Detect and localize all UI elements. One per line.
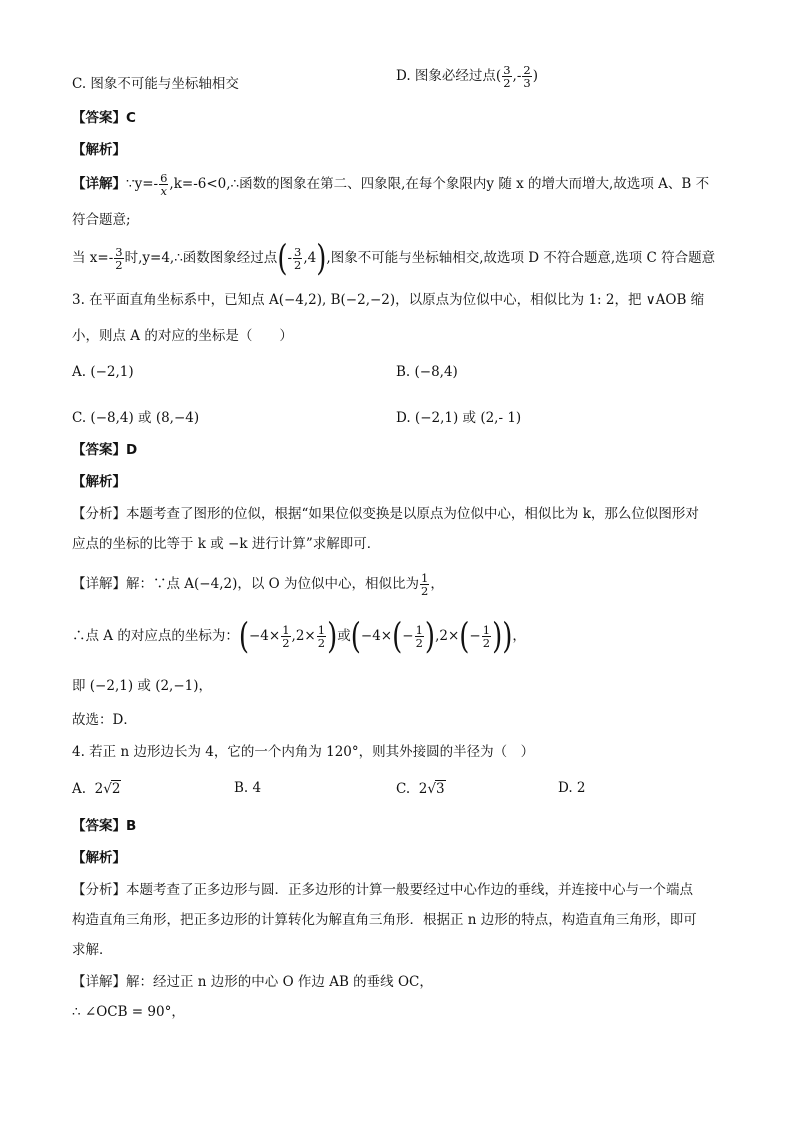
- numerator: 6: [160, 171, 168, 185]
- text: ,4: [303, 250, 317, 266]
- option-label: C.: [396, 781, 411, 797]
- text: -: [287, 250, 293, 266]
- text: ，: [512, 628, 526, 644]
- text: ,k=-6<0,∴函数的图象在第二、四象限,在每个象限内y 随 x 的增大而增大,故选项 A、B 不: [169, 176, 710, 192]
- fraction: [482, 624, 491, 649]
- coefficient: 2: [418, 781, 428, 797]
- q2-detail-line-2: 符合题意;: [72, 212, 131, 228]
- option-label: A.: [72, 781, 87, 797]
- q4-answer: [72, 816, 726, 836]
- q3-answer: [72, 440, 726, 460]
- coefficient: 2: [94, 781, 104, 797]
- fraction: [114, 246, 123, 271]
- text: ，: [430, 576, 444, 592]
- text: ∴点 A 的对应点的坐标为：: [72, 628, 239, 644]
- q4-fenxi-line-1: 【分析】本题考查了正多边形与圆．正多边形的计算一般要经过中心作边的垂线，并连接中心与一个端点: [72, 882, 693, 898]
- text: 当 x=-: [72, 250, 114, 266]
- analysis-label: 解析: [85, 142, 113, 158]
- denominator: 2: [415, 636, 423, 650]
- denominator: 2: [503, 76, 511, 90]
- q2-option-c: C. 图象不可能与坐标轴相交: [72, 76, 239, 92]
- text: −: [402, 628, 414, 644]
- numerator: 2: [523, 63, 531, 77]
- analysis-label: 【解析】: [72, 474, 126, 490]
- fraction: [415, 624, 424, 649]
- fraction: [317, 624, 326, 649]
- q3-fenxi-line-2: 应点的坐标的比等于 k 或 −k 进行计算”求解即可．: [72, 536, 381, 552]
- q2-analysis: 【解析】: [72, 142, 126, 158]
- q2-option-d-suffix: ): [532, 68, 538, 84]
- q3-option-a: A. (−2,1): [72, 364, 134, 380]
- answer-label: 【答案】C: [72, 110, 136, 126]
- q3-fenxi-line-1: 【分析】本题考查了图形的位似，根据“如果位似变换是以原点为位似中心，相似比为 k，那么位似图形对: [72, 506, 699, 522]
- denominator: 3: [523, 76, 531, 90]
- q4-option-a: A. 2√2: [72, 781, 121, 797]
- fraction: [281, 624, 290, 649]
- numerator: 3: [115, 245, 123, 259]
- numerator: 1: [282, 623, 290, 637]
- text: −: [469, 628, 481, 644]
- radicand: 2: [111, 781, 121, 797]
- q3-option-b: B. (−8,4): [396, 364, 458, 380]
- fraction: [502, 64, 511, 89]
- q4-analysis: [72, 848, 726, 868]
- denominator: 2: [482, 636, 491, 650]
- numerator: 3: [503, 63, 511, 77]
- q3-stem-line-2: 小，则点 A 的对应的坐标是（ ）: [72, 328, 293, 344]
- q3-stem-line-1: 3. 在平面直角坐标系中，已知点 A(−4,2), B(−2,−2)，以原点为位似中心，相似比为 1: 2，把 ∨AOB 缩: [72, 292, 705, 308]
- numerator: 1: [415, 623, 423, 637]
- radicand: 3: [435, 781, 445, 797]
- q2-option-d-mid: ,-: [512, 68, 522, 84]
- q3-detail-line-3: 即 (−2,1) 或 (2,−1)，: [72, 678, 213, 694]
- q4-detail-line-1: 【详解】解：经过正 n 边形的中心 O 作边 AB 的垂线 OC，: [72, 974, 433, 990]
- text: ,2×: [291, 628, 316, 644]
- q2-detail-line-1: [72, 172, 726, 197]
- denominator: x: [160, 184, 167, 198]
- numerator: 3: [294, 245, 302, 259]
- q3-analysis: [72, 472, 726, 492]
- text: ,图象不可能与坐标轴相交,故选项 D 不符合题意,选项 C 符合题意: [326, 250, 716, 266]
- q3-option-d: D. (−2,1) 或 (2,- 1): [396, 410, 522, 426]
- fraction: [420, 572, 429, 597]
- text: ∵y=-: [126, 176, 159, 192]
- denominator: 2: [294, 258, 302, 272]
- answer-label: 【答案】D: [72, 442, 138, 458]
- analysis-label: 【解析】: [72, 850, 126, 866]
- q2-detail-line-3: 当 x=- $\frac{3}{2}$ 时,y=4,∴函数图象经过点(- $\frac{3}{2}$ ,4),图象不可能与坐标轴相交,故选项 D 不符合题意,选项 C 符合题意: [72, 238, 716, 279]
- text: 【详解】解：∵点 A(−4,2)，以 O 为位似中心，相似比为: [72, 576, 420, 592]
- q4-option-c: C. 2√3: [396, 781, 445, 797]
- q2-answer: [72, 108, 726, 128]
- fraction: [293, 246, 302, 271]
- q4-option-b: B. 4: [234, 780, 262, 796]
- denominator: 2: [282, 636, 290, 650]
- q3-detail-line-4: 故选：D．: [72, 712, 137, 728]
- q3-detail-line-2: ∴点 A 的对应点的坐标为：(−4× $\frac{1}{2}$ ,2× $\frac{1}{2}$ )或(−4×(− $\frac{1}{2}$ ),2×(− $\frac{1}{2}$ ))，: [72, 616, 526, 657]
- numerator: 1: [317, 623, 326, 637]
- detail-label: 【详解】: [72, 176, 126, 192]
- q3-detail-line-1: [72, 572, 726, 597]
- q4-fenxi-line-2: 构造直角三角形，把正多边形的计算转化为解直角三角形．根据正 n 边形的特点，构造直角三角形，即可: [72, 912, 697, 928]
- fraction: [159, 172, 168, 197]
- text: −4×: [360, 628, 393, 644]
- text: 或: [337, 628, 351, 644]
- q3-option-c: C. (−8,4) 或 (8,−4): [72, 410, 200, 426]
- q4-detail-line-2: ∴ ∠OCB = 90°，: [72, 1004, 185, 1020]
- denominator: 2: [317, 636, 326, 650]
- q4-stem: 4. 若正 n 边形边长为 4，它的一个内角为 120°，则其外接圆的半径为（ ）: [72, 744, 535, 760]
- q4-option-d: D. 2: [558, 780, 586, 796]
- text: 时,y=4,∴函数图象经过点: [124, 250, 278, 266]
- q2-option-d: [396, 64, 538, 89]
- numerator: 1: [482, 623, 491, 637]
- fraction: [522, 64, 531, 89]
- text: ,2×: [435, 628, 460, 644]
- text: −4×: [249, 628, 281, 644]
- denominator: 2: [421, 584, 429, 598]
- q4-fenxi-line-3: 求解．: [72, 942, 113, 958]
- q2-option-d-prefix: D. 图象必经过点(: [396, 68, 502, 84]
- answer-label: 【答案】B: [72, 818, 137, 834]
- numerator: 1: [421, 571, 429, 585]
- denominator: 2: [115, 258, 123, 272]
